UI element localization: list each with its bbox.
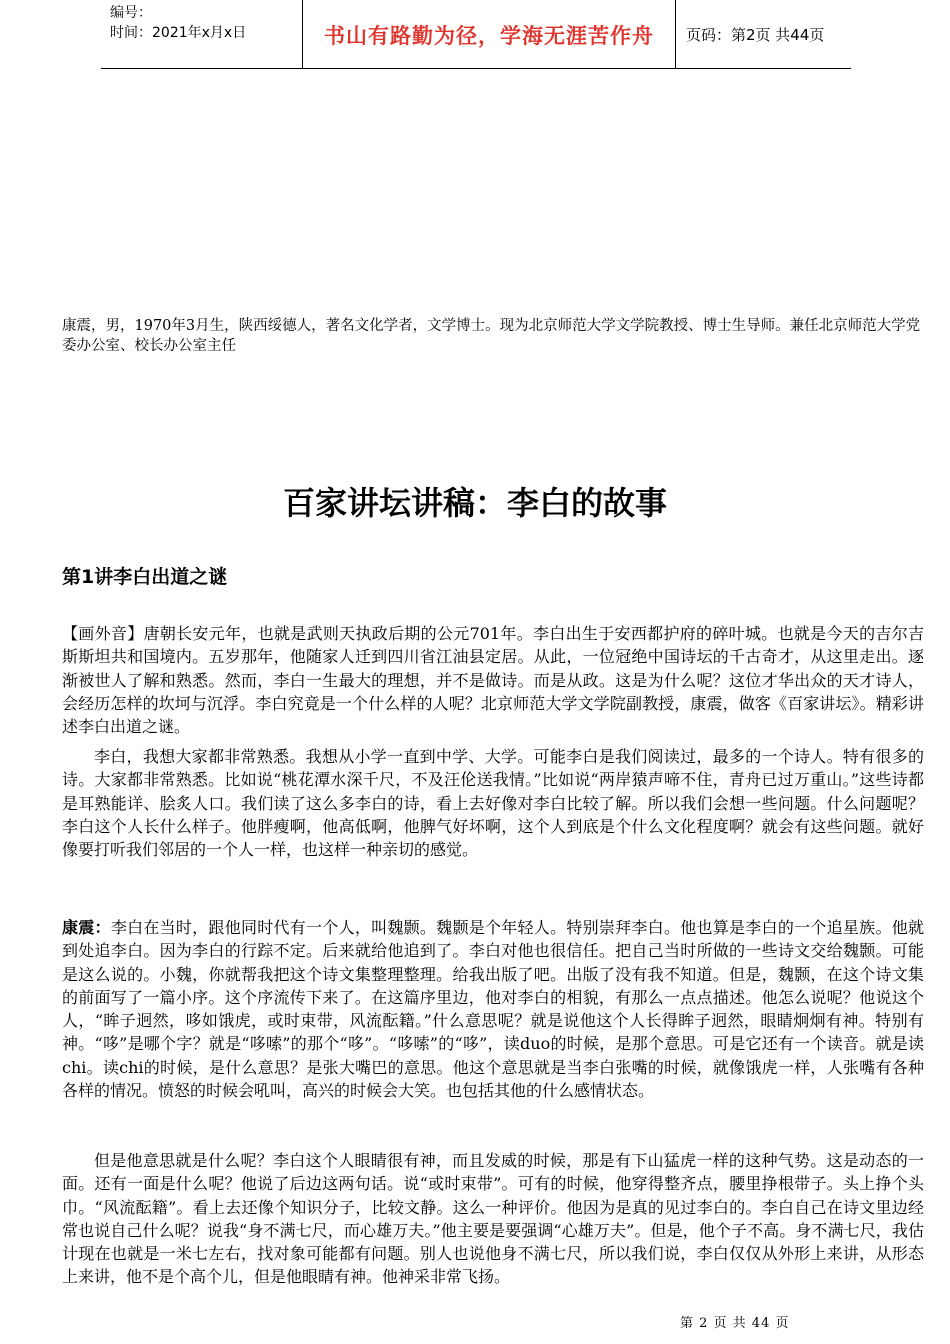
header-divider [675, 0, 676, 68]
paragraph-intro: 李白，我想大家都非常熟悉。我想从小学一直到中学、大学。可能李白是我们阅读过，最多的一个诗人。特有很多的诗。大家都非常熟悉。比如说“桃花潭水深千尺，不及汪伦送我情。”比如说“两岸猿声啼不住，青舟已过万重山。”这些诗都是耳熟能详、脍炙人口。我们读了这么多李白的诗，看上去好像对李白比较了解。所以我们会想一些问题。什么问题呢？李白这个人长什么样子。他胖瘦啊，他高低啊，他脾气好坏啊，这个人到底是个什么文化程度啊？就会有这些问题。就好像要打听我们邻居的一个人一样，也这样一种亲切的感觉。 [62, 747, 924, 860]
speaker-label: 康震： [62, 918, 111, 937]
header-meta [110, 3, 246, 43]
number-label: 编号： [110, 5, 152, 21]
time-label: 时间：2021年x月x日 [110, 25, 247, 41]
page-header [101, 0, 851, 69]
paragraph-voiceover: 【画外音】唐朝长安元年，也就是武则天执政后期的公元701年。李白出生于安西都护府的碎叶城。也就是今天的吉尔吉斯斯坦共和国境内。五岁那年，他随家人迁到四川省江油县定居。从此，一位冠绝中国诗坛的千古奇才，从这里走出。逐渐被世人了解和熟悉。然而，李白一生最大的理想，并不是做诗。而是从政。这是为什么呢？这位才华出众的天才诗人，会经历怎样的坎坷与沉浮。李白究竟是一个什么样的人呢？北京师范大学文学院副教授，康震，做客《百家讲坛》。精彩讲述李白出道之谜。 [62, 624, 924, 737]
header-page-info: 页码：第2页 共44页 [686, 26, 825, 44]
paragraph-text: 李白在当时，跟他同时代有一个人，叫魏颢。魏颢是个年轻人。特别崇拜李白。他也算是李白的一个追星族。他就到处追李白。因为李白的行踪不定。后来就给他追到了。李白对他也很信任。把自己当时所做的一些诗文交给魏颢。可能是这么说的。小魏，你就帮我把这个诗文集整理整理。给我出版了吧。出版了没有我不知道。但是，魏颢，在这个诗文集的前面写了一篇小序。这个序流传下来了。在这篇序里边，他对李白的相貌，有那么一点点描述。他怎么说呢？他说这个人，“眸子迥然，哆如饿虎，或时束带，风流酝籍。”什么意思呢？就是说他这个人长得眸子迥然，眼睛炯炯有神。特别有神。“哆”是哪个字？就是“哆嗦”的那个“哆”。“哆嗦”的“哆”，读duo的时候，是那个意思。可是它还有一个读音。就是读chi。读chi的时候，是什么意思？是张大嘴巴的意思。他这个意思就是当李白张嘴的时候，就像饿虎一样，人张嘴有各种各样的情况。愤怒的时候会吼叫，高兴的时候会大笑。也包括其他的什么感情状态。 [62, 918, 924, 1101]
author-intro: 康震，男，1970年3月生，陕西绥德人，著名文化学者，文学博士。现为北京师范大学文学院教授、博士生导师。兼任北京师范大学党委办公室、校长办公室主任 [62, 318, 921, 354]
header-motto: 书山有路勤为径，学海无涯苦作舟 [324, 24, 654, 48]
paragraph-description: 但是他意思就是什么呢？李白这个人眼睛很有神，而且发威的时候，那是有下山猛虎一样的这种气势。这是动态的一面。还有一面是什么呢？他说了后边这两句话。说“或时束带”。可有的时候，他穿得整齐点，腰里挣根带子。头上挣个头巾。“风流酝籍”。看上去还像个知识分子，比较文静。这么一种评价。他因为是真的见过李白的。李白自己在诗文里边经常也说自己什么呢？说我“身不满七尺，而心雄万夫。”他主要是要强调“心雄万夫”。但是，他个子不高。身不满七尺，我估计现在也就是一米七左右，找对象可能都有问题。别人也说他身不满七尺，所以我们说，李白仅仅从外形上来讲，从形态上来讲，他不是个高个儿，但是他眼睛有神。他神采非常飞扬。 [62, 1151, 924, 1287]
header-divider [302, 0, 303, 68]
lecture-subtitle: 第1讲李白出道之谜 [62, 566, 228, 588]
page-title: 百家讲坛讲稿：李白的故事 [282, 484, 667, 522]
page-footer: 第 2 页 共 44 页 [680, 1316, 790, 1331]
paragraph-speaker [62, 916, 924, 1102]
